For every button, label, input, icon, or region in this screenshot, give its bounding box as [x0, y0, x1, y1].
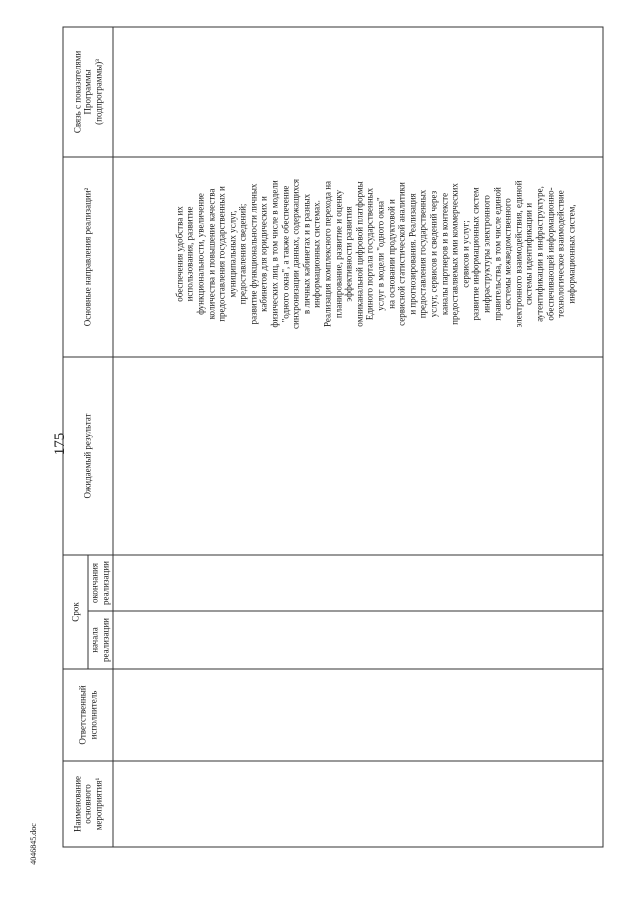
page-number: 175: [52, 432, 68, 456]
cell-expected: [113, 357, 603, 555]
directions-line: информационных систем,: [566, 204, 577, 304]
cell-term-start: [113, 611, 603, 669]
header-expected: Ожидаемый результат: [63, 357, 113, 555]
directions-line: сервисной статистической аналитики: [396, 182, 407, 326]
directions-line: омниканальной цифровой платформы: [354, 181, 365, 327]
directions-line: синхронизации данных, содержащихся: [290, 179, 301, 329]
directions-line: правительства, в том числе единой: [492, 187, 503, 321]
directions-line: развитие функциональности личных: [248, 183, 259, 325]
directions-line: и прогнозирования. Реализация: [407, 193, 418, 315]
directions-line: развитие информационных систем: [470, 187, 481, 321]
cell-responsible: [113, 669, 603, 761]
header-term-end: окончания реализации: [88, 555, 113, 611]
directions-line: функциональности, увеличение: [195, 193, 206, 315]
directions-line: обеспечивающей информационно-: [545, 187, 555, 321]
directions-line: электронного взаимодействия, единой: [513, 180, 524, 328]
directions-line: Реализация комплексного перехода на: [322, 180, 333, 328]
header-link: Связь с показателями Программы (подпрограммы)³: [63, 27, 113, 157]
directions-line: на основании продуктовой и: [386, 199, 397, 309]
directions-line: инфраструктуры электронного: [481, 195, 492, 313]
program-table: [63, 28, 598, 848]
header-name: Наименование основного мероприятия¹: [63, 761, 113, 847]
directions-line: системы межведомственного: [502, 198, 513, 310]
header-responsible: Ответственный исполнитель: [63, 669, 113, 761]
directions-line: предоставления сведений;: [237, 203, 248, 305]
directions-line: предоставления государственных: [417, 189, 428, 319]
cell-term-end: [113, 555, 603, 611]
directions-line: муниципальных услуг,: [227, 210, 238, 298]
cell-directions: [113, 157, 603, 357]
directions-line: эффективности развития: [343, 206, 354, 302]
directions-line: в личных кабинетах и в разных: [301, 193, 312, 315]
directions-line: системы идентификации и: [523, 202, 534, 306]
document-footer: 4046845.doc: [29, 823, 38, 865]
directions-line: планирование, развитие и оценку: [333, 189, 344, 319]
directions-line: физических лиц, в том числе в модели: [269, 180, 280, 328]
directions-line: Единого портала государственных: [364, 187, 375, 321]
directions-line: услуг, сервисов и сведений через: [428, 190, 439, 318]
directions-line: кабинетов для юридических и: [258, 196, 269, 312]
directions-line: количества и повышение качества: [206, 188, 216, 320]
directions-line: предоставляемых ими коммерческих: [449, 183, 460, 325]
directions-line: предоставления государственных и: [216, 186, 227, 322]
directions-line: "одного окна", а также обеспечение: [280, 185, 291, 323]
cell-link: [113, 27, 603, 157]
header-term: Срок: [63, 555, 88, 669]
directions-line: использования, развитие: [184, 206, 195, 302]
directions-line: информационных системах.: [311, 200, 322, 308]
header-term-start: начала реализации: [88, 611, 113, 669]
cell-name: [113, 761, 603, 847]
directions-line: обеспечения удобства их: [174, 206, 185, 302]
header-directions: Основные направления реализации²: [63, 157, 113, 357]
directions-line: технологическое взаимодействие: [555, 190, 566, 318]
directions-line: сервисов и услуг;: [460, 220, 471, 288]
directions-line: аутентификации в инфраструктуре,: [534, 186, 545, 322]
directions-line: услуг в модели "одного окна": [375, 197, 386, 311]
table-grid: [63, 26, 604, 847]
directions-line: каналы партнеров и в контексте: [439, 192, 450, 316]
